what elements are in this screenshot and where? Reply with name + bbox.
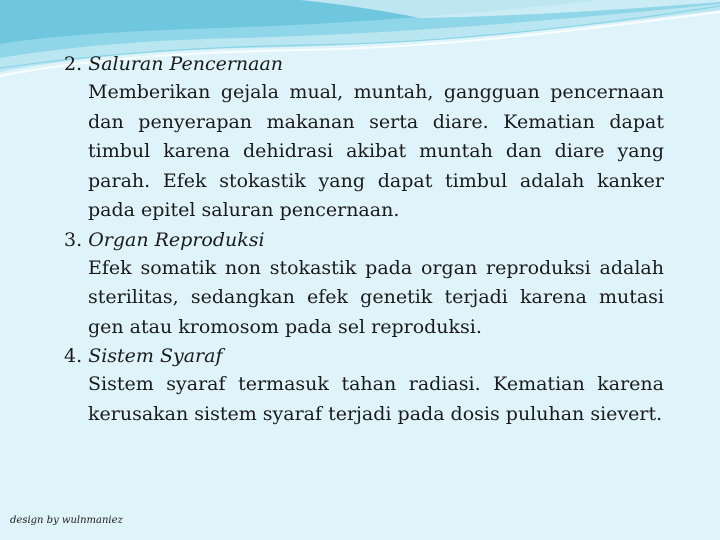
section-heading	[64, 50, 664, 78]
section-body: Efek somatik non stokastik pada organ reproduksi adalah sterilitas, sedangkan efek genetik terjadi karena mutasi gen atau kromosom pada sel reproduksi.	[88, 256, 664, 338]
section-title: Saluran Pencernaan	[88, 53, 284, 75]
footer-credit: design by wulnmaniez	[10, 515, 123, 526]
section-title: Organ Reproduksi	[88, 228, 265, 251]
section-number: 2.	[64, 53, 83, 75]
section-heading	[64, 226, 664, 254]
content-area	[64, 50, 664, 429]
section-title: Sistem Syaraf	[88, 345, 223, 367]
section-body: Memberikan gejala mual, muntah, gangguan pencernaan dan penyerapan makanan serta diare. Kematian dapat timbul karena dehidrasi akibat muntah dan diare yang parah. Efek stokastik yang dapat timbul adalah kanker pada epitel saluran pencernaan.	[88, 81, 664, 221]
section-heading	[64, 342, 664, 370]
section-number: 4.	[64, 345, 83, 367]
section-number: 3.	[64, 228, 83, 251]
section-body: Sistem syaraf termasuk tahan radiasi. Kematian karena kerusakan sistem syaraf terjadi pada dosis puluhan sievert.	[88, 373, 664, 425]
